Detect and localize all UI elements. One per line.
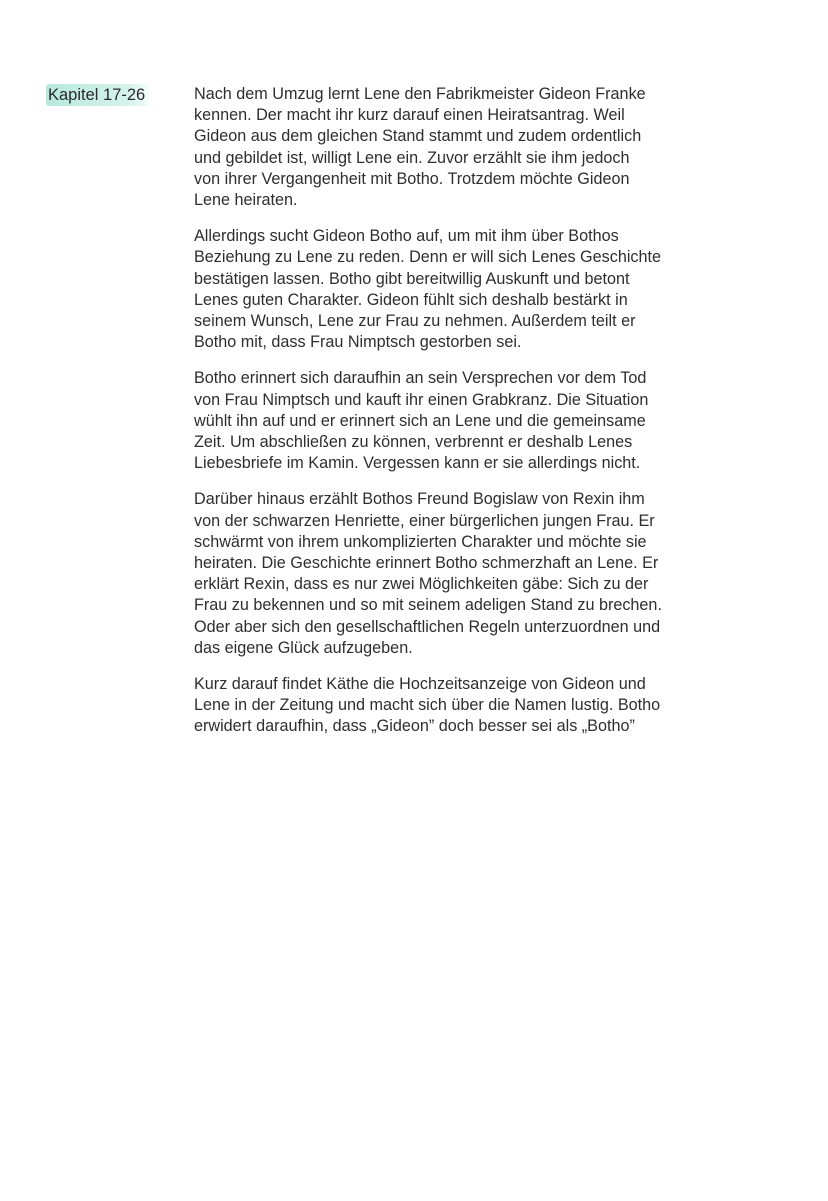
text-line: Darüber hinaus erzählt Bothos Freund Bogislaw von Rexin ihm [194,490,645,509]
text-line: Zeit. Um abschließen zu können, verbrennt er deshalb Lenes [194,433,633,452]
text-line: Lenes guten Charakter. Gideon fühlt sich deshalb bestärkt in [194,290,628,309]
text-line: Lene in der Zeitung und macht sich über die Namen lustig. Botho [194,696,661,715]
text-line: das eigene Glück aufzugeben. [194,638,413,657]
text-line: kennen. Der macht ihr kurz darauf einen Heiratsantrag. Weil [194,106,625,125]
text-line: erwidert daraufhin, dass „Gideon” doch besser sei als „Botho” [194,717,635,736]
text-line: Nach dem Umzug lernt Lene den Fabrikmeister Gideon Franke [194,85,646,103]
text-line: von Frau Nimptsch und kauft ihr einen Grabkranz. Die Situation [194,390,649,409]
text-line: Gideon aus dem gleichen Stand stammt und zudem ordentlich [194,127,642,146]
text-line: Oder aber sich den gesellschaftlichen Regeln unterzuordnen und [194,617,661,636]
paragraph-grabkranz [194,368,734,474]
paragraph-hochzeitsanzeige [194,674,734,738]
text-line: schwärmt von ihrem unkomplizierten Charakter und möchte sie [194,532,647,551]
text-line: Lene heiraten. [194,191,298,210]
text-line: bestätigen lassen. Botho gibt bereitwillig Auskunft und betont [194,269,630,288]
text-line: und gebildet ist, willigt Lene ein. Zuvor erzählt sie ihm jedoch [194,148,630,167]
paragraph-gideon-besuch [194,226,734,353]
text-line: erklärt Rexin, dass es nur zwei Möglichkeiten gäbe: Sich zu der [194,575,649,594]
chapter-label: Kapitel 17-26 [46,84,149,106]
paragraph-rexin [194,489,734,659]
text-line: von der schwarzen Henriette, einer bürgerlichen jungen Frau. Er [194,511,655,530]
text-line: Botho erinnert sich daraufhin an sein Versprechen vor dem Tod [194,369,647,388]
text-line: Allerdings sucht Gideon Botho auf, um mit ihm über Bothos [194,227,619,246]
text-line: Liebesbriefe im Kamin. Vergessen kann er sie allerdings nicht. [194,454,641,473]
text-line: Frau zu bekennen und so mit seinem adeligen Stand zu brechen. [194,596,662,615]
text-line: Botho mit, dass Frau Nimptsch gestorben sei. [194,333,522,352]
text-line: wühlt ihn auf und er erinnert sich an Lene und die gemeinsame [194,411,646,430]
text-line: Beziehung zu Lene zu reden. Denn er will sich Lenes Geschichte [194,248,662,267]
summary-text [194,84,734,753]
text-line: seinem Wunsch, Lene zur Frau zu nehmen. Außerdem teilt er [194,312,636,331]
paragraph-umzug [194,84,734,211]
text-line: von ihrer Vergangenheit mit Botho. Trotzdem möchte Gideon [194,169,630,188]
text-line: heiraten. Die Geschichte erinnert Botho schmerzhaft an Lene. Er [194,554,659,573]
text-line: Kurz darauf findet Käthe die Hochzeitsanzeige von Gideon und [194,675,646,694]
